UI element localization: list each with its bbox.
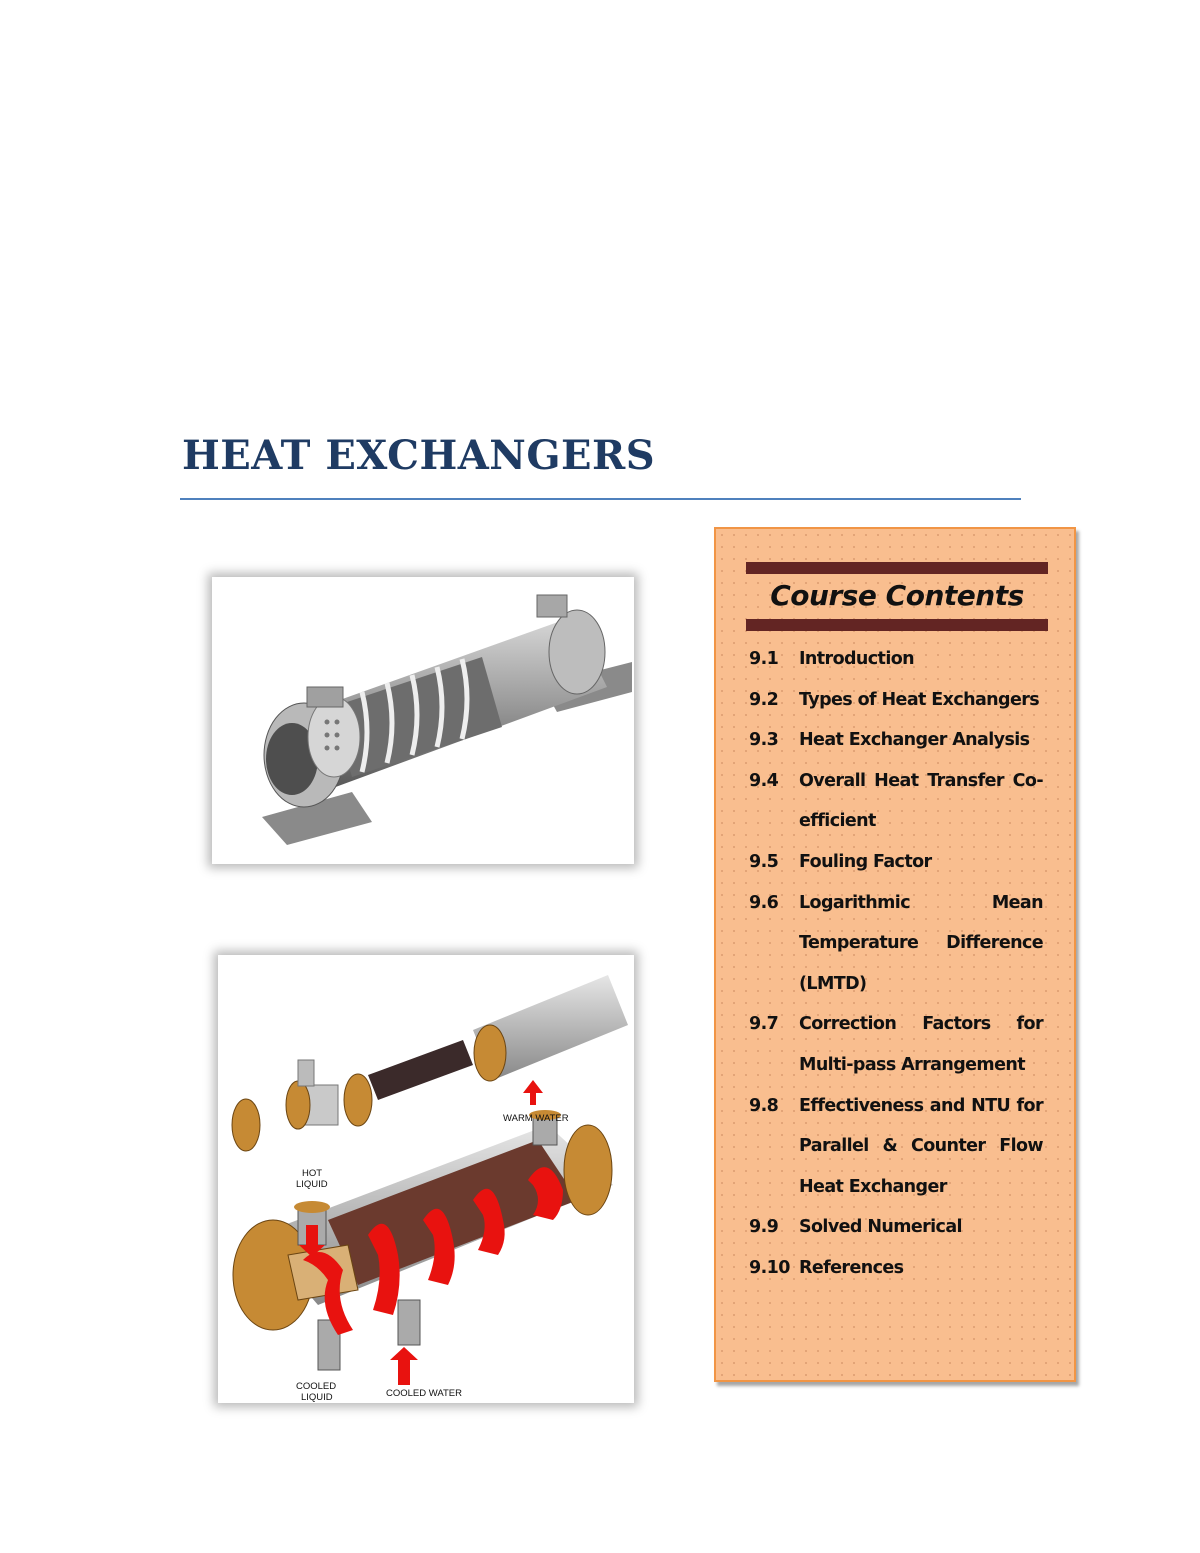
toc-item-9-4 — [749, 761, 1043, 802]
toc-title-continued: Heat Exchanger — [799, 1176, 947, 1197]
toc-item-9-8-cont2 — [749, 1167, 1043, 1208]
heat-exchanger-flow-drawing — [218, 955, 634, 1403]
toc-item-9-9 — [749, 1207, 1043, 1248]
toc-title: Effectiveness and NTU for — [799, 1095, 1043, 1116]
course-contents-list — [749, 639, 1043, 1289]
cooled-liquid-label-line1: COOLED — [296, 1381, 337, 1392]
toc-item-9-5 — [749, 842, 1043, 883]
title-underline — [180, 498, 1021, 500]
toc-item-9-8-cont — [749, 1126, 1043, 1167]
toc-title: Introduction — [799, 649, 914, 669]
course-contents-box — [714, 527, 1076, 1382]
toc-number: 9.4 — [749, 770, 779, 791]
toc-item-9-4-cont — [749, 801, 1043, 842]
toc-item-9-6-cont — [749, 923, 1043, 964]
toc-title: Logarithmic Mean — [799, 892, 1043, 913]
toc-item-9-6-cont2 — [749, 964, 1043, 1005]
toc-number: 9.8 — [749, 1095, 779, 1116]
toc-number: 9.5 — [749, 851, 779, 872]
heat-exchanger-flow-diagram-image — [218, 955, 634, 1403]
warm-water-label: WARM WATER — [503, 1113, 569, 1124]
page-title: HEAT EXCHANGERS — [182, 432, 656, 479]
toc-title-continued: Parallel & Counter Flow — [799, 1136, 1043, 1157]
toc-number: 9.3 — [749, 730, 779, 751]
toc-title-continued: efficient — [799, 811, 876, 832]
toc-title: Heat Exchanger Analysis — [799, 730, 1030, 751]
toc-item-9-7-cont — [749, 1045, 1043, 1086]
toc-item-9-8 — [749, 1086, 1043, 1127]
toc-title: Fouling Factor — [799, 851, 932, 872]
toc-item-9-7 — [749, 1004, 1043, 1045]
toc-item-9-2 — [749, 680, 1043, 721]
heat-exchanger-cutaway-drawing — [212, 577, 634, 864]
toc-item-9-3 — [749, 720, 1043, 761]
toc-title: References — [799, 1257, 904, 1278]
heading-bar-bottom — [746, 619, 1048, 631]
heading-bar-top — [746, 562, 1048, 574]
toc-title-continued: (LMTD) — [799, 973, 867, 994]
toc-title: Overall Heat Transfer Co- — [799, 770, 1043, 791]
toc-item-9-1 — [749, 639, 1043, 680]
toc-item-9-6 — [749, 883, 1043, 924]
course-contents-heading: Course Contents — [770, 579, 1024, 612]
hot-liquid-label-line2: LIQUID — [296, 1179, 328, 1190]
toc-number: 9.7 — [749, 1014, 779, 1035]
toc-title: Correction Factors for — [799, 1014, 1043, 1035]
cooled-liquid-label-line2: LIQUID — [301, 1392, 333, 1403]
toc-title-continued: Multi-pass Arrangement — [799, 1054, 1025, 1075]
hot-liquid-label-line1: HOT — [302, 1168, 323, 1179]
toc-number: 9.6 — [749, 892, 779, 913]
heat-exchanger-cutaway-image — [212, 577, 634, 864]
cooled-water-label: COOLED WATER — [386, 1388, 463, 1399]
toc-number: 9.2 — [749, 689, 779, 710]
toc-title-continued: Temperature Difference — [799, 933, 1043, 954]
toc-number: 9.1 — [749, 649, 779, 669]
toc-item-9-10 — [749, 1248, 1043, 1289]
toc-title: Solved Numerical — [799, 1217, 962, 1238]
toc-number: 9.10 — [749, 1257, 790, 1278]
toc-title: Types of Heat Exchangers — [799, 689, 1040, 710]
toc-number: 9.9 — [749, 1217, 779, 1238]
